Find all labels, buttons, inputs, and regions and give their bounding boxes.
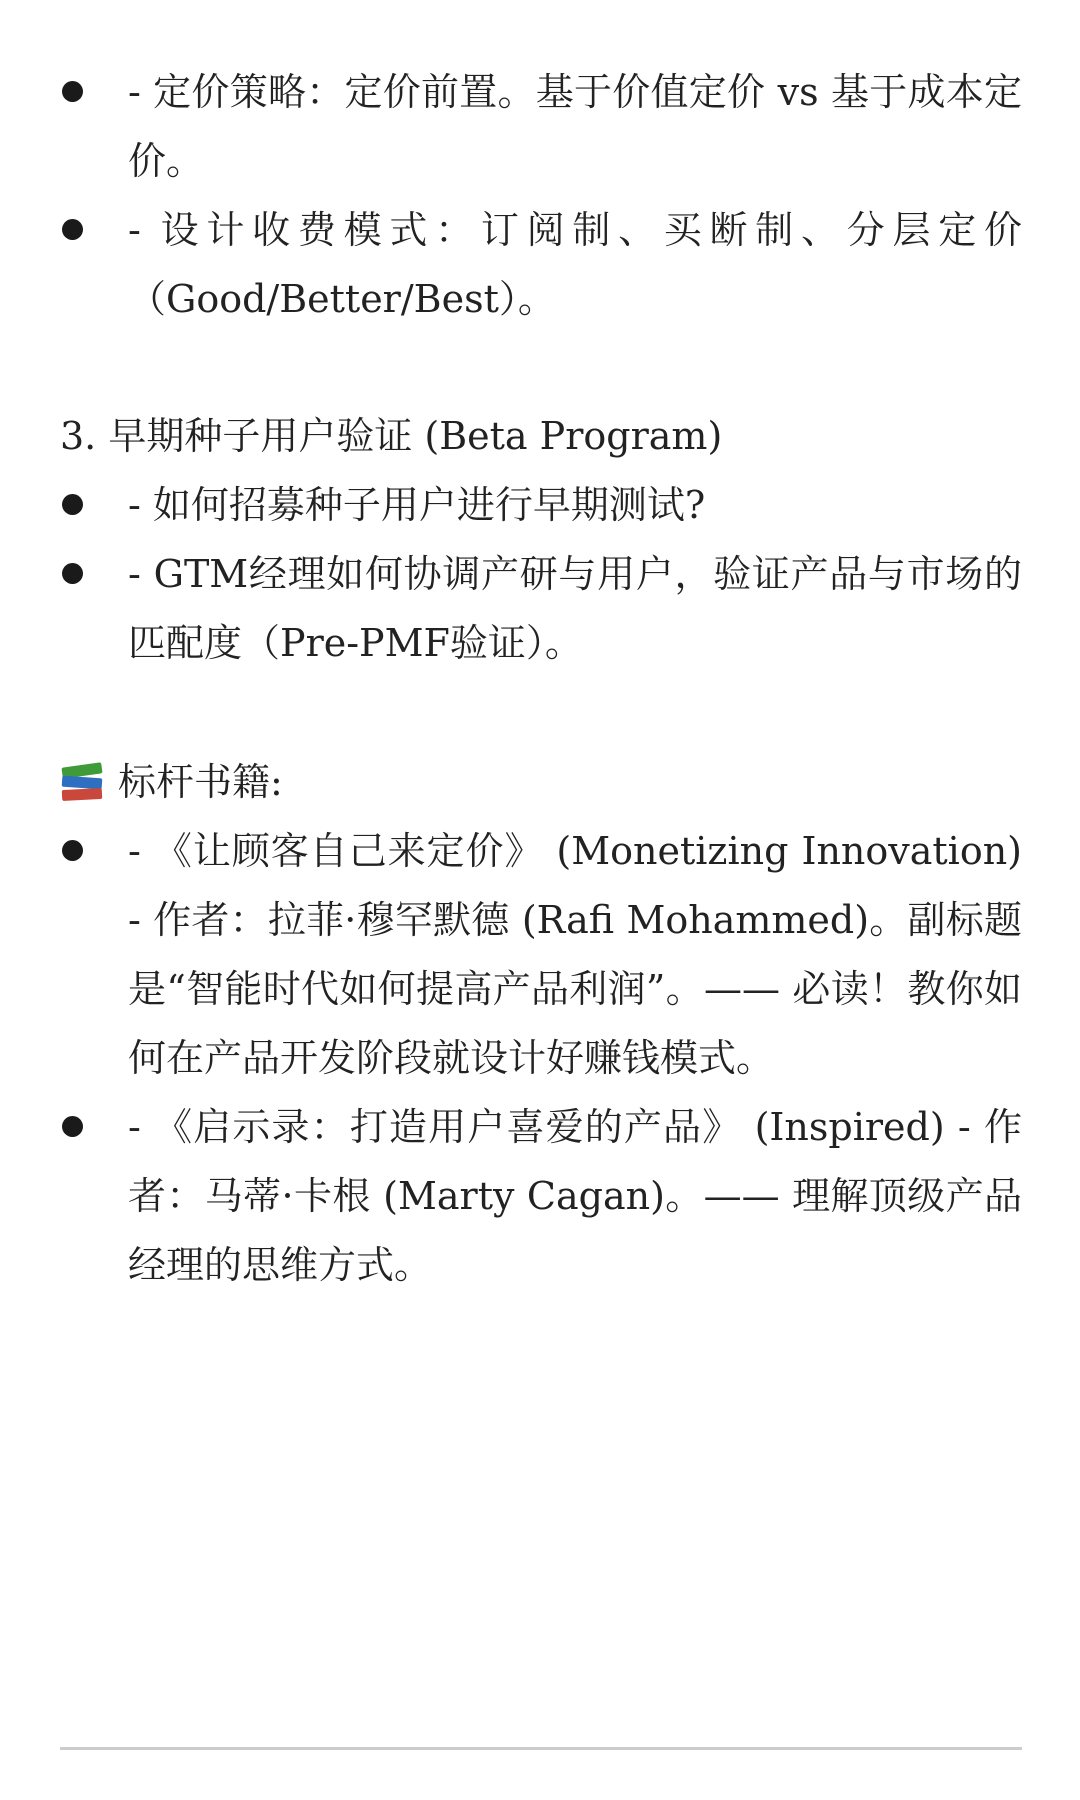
list-item: [60, 471, 1022, 540]
bullet-dot-icon: [62, 563, 83, 584]
pricing-list: [60, 58, 1022, 334]
list-item-text: - 《让顾客自己来定价》 (Monetizing Innovation) - 作者：拉菲·穆罕默德 (Rafi Mohammed)。副标题是“智能时代如何提高产品利润”。—— 必读！教你如何在产品开发阶段就设计好赚钱模式。: [128, 829, 1022, 1080]
list-item: [60, 1093, 1022, 1300]
books-section-heading: [60, 748, 1022, 817]
list-item-text: - 如何招募种子用户进行早期测试?: [128, 483, 706, 527]
seed-section-heading: 3. 早期种子用户验证 (Beta Program): [60, 414, 723, 458]
document-content: [60, 58, 1022, 1300]
list-item: [60, 817, 1022, 1093]
books-icon: [60, 763, 104, 803]
books-list: [60, 817, 1022, 1300]
bullet-dot-icon: [62, 219, 83, 240]
list-item-text: - GTM经理如何协调产研与用户，验证产品与市场的匹配度（Pre-PMF验证）。: [128, 552, 1022, 665]
list-item-text: - 设计收费模式：订阅制、买断制、分层定价（Good/Better/Best）。: [128, 208, 1022, 321]
bullet-dot-icon: [62, 494, 83, 515]
books-heading-text: 标杆书籍:: [118, 760, 283, 804]
list-item-text: - 《启示录：打造用户喜爱的产品》 (Inspired) - 作者：马蒂·卡根 (Marty Cagan)。—— 理解顶级产品经理的思维方式。: [128, 1105, 1022, 1287]
bullet-dot-icon: [62, 81, 83, 102]
list-item: [60, 58, 1022, 196]
horizontal-divider: [60, 1747, 1022, 1750]
seed-list: [60, 471, 1022, 678]
list-item-text: - 定价策略：定价前置。基于价值定价 vs 基于成本定价。: [128, 70, 1022, 183]
bullet-dot-icon: [62, 840, 83, 861]
bullet-dot-icon: [62, 1116, 83, 1137]
list-item: [60, 196, 1022, 334]
list-item: [60, 540, 1022, 678]
